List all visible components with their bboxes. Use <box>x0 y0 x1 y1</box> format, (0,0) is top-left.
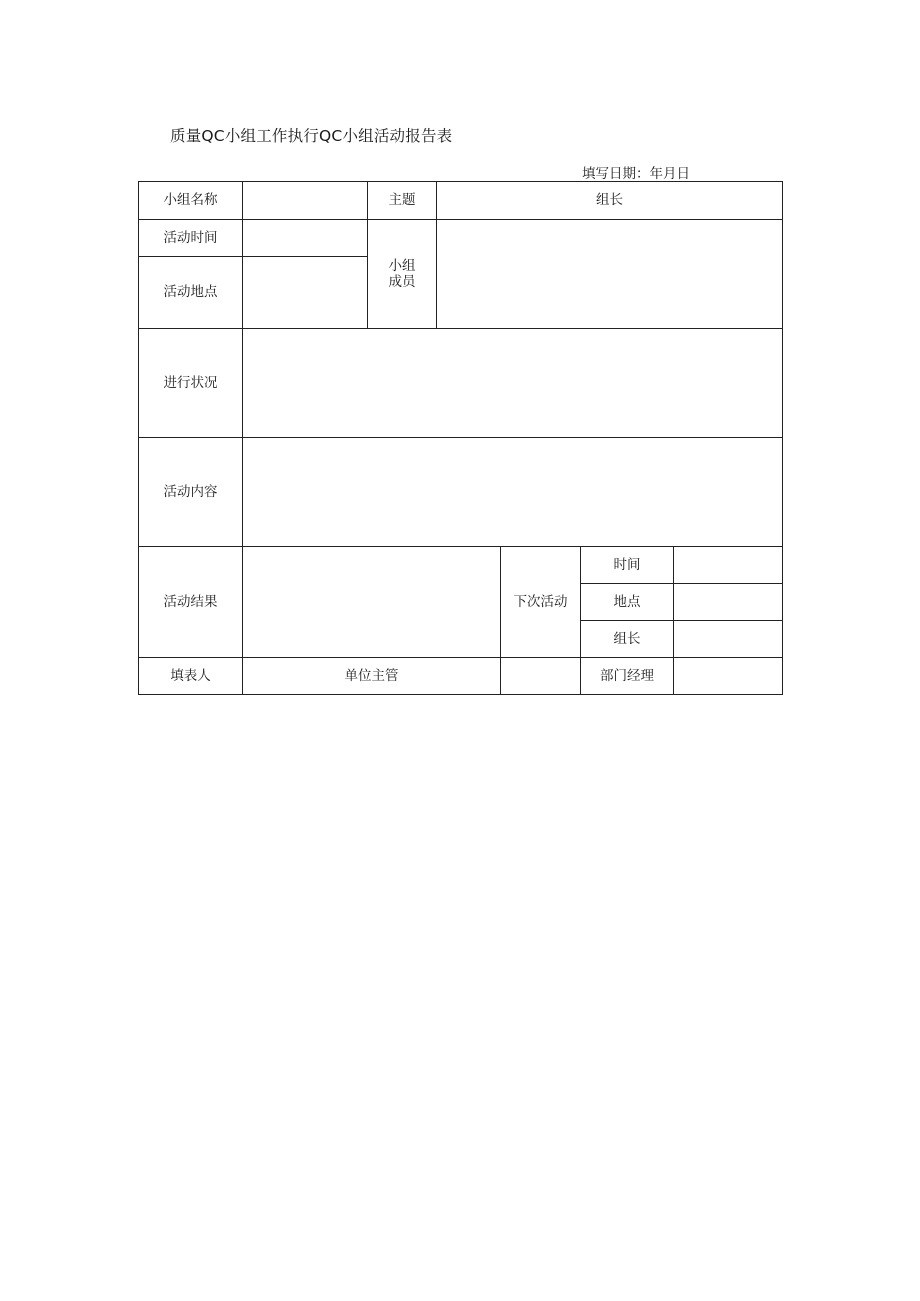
table-row <box>139 658 783 695</box>
filler-label: 填表人 <box>139 658 243 695</box>
table-row <box>139 438 783 547</box>
progress-label: 进行状况 <box>139 329 243 438</box>
unit-supervisor-label: 单位主管 <box>243 658 501 695</box>
next-leader-field[interactable] <box>674 621 783 658</box>
table-row <box>139 329 783 438</box>
members-label-line2: 成员 <box>388 274 416 290</box>
next-place-field[interactable] <box>674 584 783 621</box>
topic-label: 主题 <box>368 182 437 220</box>
qc-activity-report-table <box>138 181 783 695</box>
table-row <box>139 547 783 584</box>
next-time-label: 时间 <box>581 547 674 584</box>
group-name-label: 小组名称 <box>139 182 243 220</box>
unit-supervisor-field[interactable] <box>501 658 581 695</box>
dept-manager-label: 部门经理 <box>581 658 674 695</box>
dept-manager-field[interactable] <box>674 658 783 695</box>
progress-field[interactable] <box>243 329 783 438</box>
members-label-line1: 小组 <box>388 257 416 274</box>
table-row <box>139 182 783 220</box>
table-row <box>139 220 783 257</box>
next-leader-label: 组长 <box>581 621 674 658</box>
next-place-label: 地点 <box>581 584 674 621</box>
result-label: 活动结果 <box>139 547 243 658</box>
group-name-field[interactable] <box>243 182 368 220</box>
members-label <box>368 220 437 329</box>
members-field[interactable] <box>437 220 783 329</box>
page-title: 质量QC小组工作执行QC小组活动报告表 <box>170 127 453 145</box>
result-field[interactable] <box>243 547 501 658</box>
fill-date-label: 填写日期：年月日 <box>582 166 690 182</box>
next-time-field[interactable] <box>674 547 783 584</box>
activity-place-field[interactable] <box>243 257 368 329</box>
content-label: 活动内容 <box>139 438 243 547</box>
leader-label: 组长 <box>437 182 783 220</box>
next-activity-label: 下次活动 <box>501 547 581 658</box>
activity-place-label: 活动地点 <box>139 257 243 329</box>
activity-time-field[interactable] <box>243 220 368 257</box>
content-field[interactable] <box>243 438 783 547</box>
activity-time-label: 活动时间 <box>139 220 243 257</box>
